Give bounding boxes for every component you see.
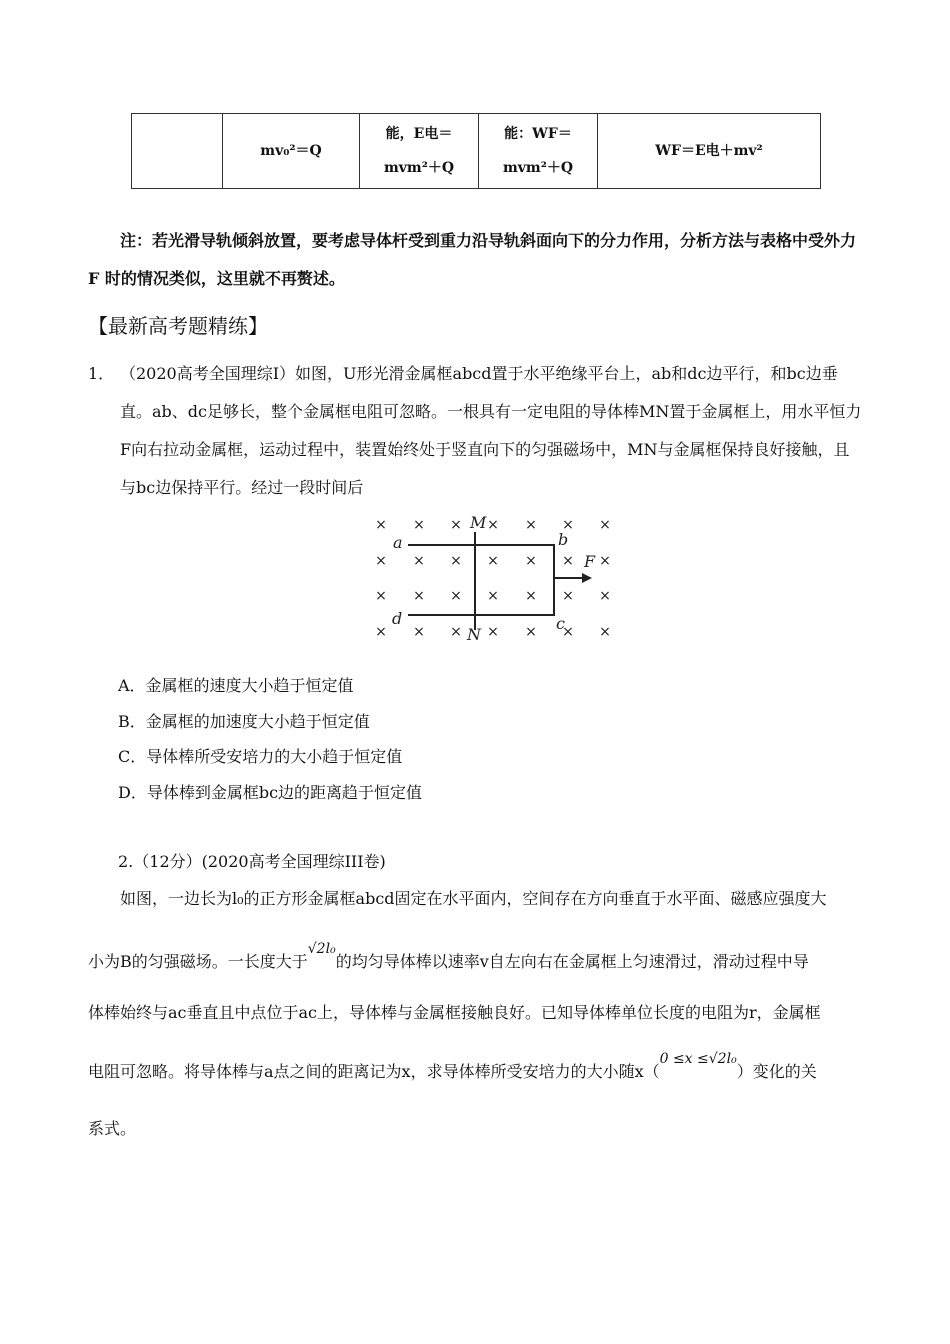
svg-text:×: × xyxy=(487,588,499,604)
svg-text:×: × xyxy=(450,517,462,533)
force-arrow-head xyxy=(582,573,592,583)
svg-text:×: × xyxy=(375,553,387,569)
note-text: 注：若光滑导轨倾斜放置，要考虑导体杆受到重力沿导轨斜面向下的分力作用，分析方法与表格中受外力 F 时的情况类似，这里就不再赘述。 xyxy=(88,231,857,288)
svg-text:×: × xyxy=(375,624,387,640)
svg-text:×: × xyxy=(487,517,499,533)
svg-text:×: × xyxy=(413,624,425,640)
table-cell-work xyxy=(479,114,598,189)
svg-text:×: × xyxy=(562,553,574,569)
answer-options xyxy=(118,668,422,810)
question-text: （2020高考全国理综Ⅰ）如图，U形光滑金属框abcd置于水平绝缘平台上，ab和dc边平行，和bc边垂直。ab、dc足够长，整个金属框电阻可忽略。一根具有一定电阻的导体棒MN置于金属框上，用水平恒力F向右拉动金属框，运动过程中，装置始终处于竖直向下的匀强磁场中，MN与金属框保持良好接触，且与bc边保持平行。经过一段时间后 xyxy=(120,364,862,497)
table-cell-electric-energy xyxy=(360,114,479,189)
q2-line-5: 系式。 xyxy=(88,1119,137,1138)
svg-text:×: × xyxy=(562,624,574,640)
table-cell-kinetic: mv₀²＝Q xyxy=(223,114,360,189)
q2-line-1: 如图，一边长为l₀的正方形金属框abcd固定在水平面内，空间存在方向垂直于水平面、磁感应强度大 xyxy=(120,889,827,908)
svg-text:×: × xyxy=(562,517,574,533)
svg-text:×: × xyxy=(562,588,574,604)
q2-line-3: 体棒始终与ac垂直且中点位于ac上，导体棒与金属框接触良好。已知导体棒单位长度的电阻为r，金属框 xyxy=(88,1003,821,1022)
energy-table xyxy=(131,113,821,189)
option-a[interactable]: A．金属框的速度大小趋于恒定值 xyxy=(118,676,354,695)
cell-line: 能：WF＝ xyxy=(504,126,572,142)
cell-line: mvm²＋Q xyxy=(383,160,455,176)
label-m: M xyxy=(470,513,487,532)
q2-line-4 xyxy=(88,1046,817,1099)
question-2-header: 2.（12分）(2020高考全国理综III卷) xyxy=(118,852,386,871)
svg-text:×: × xyxy=(413,517,425,533)
section-heading: 【最新高考题精练】 xyxy=(88,314,268,338)
cell-line: 能，E电＝ xyxy=(385,126,453,142)
label-a: a xyxy=(393,533,403,552)
svg-text:×: × xyxy=(599,553,611,569)
svg-text:×: × xyxy=(450,553,462,569)
q2-text: ）变化的关 xyxy=(736,1062,817,1081)
option-b[interactable]: B．金属框的加速度大小趋于恒定值 xyxy=(118,711,370,731)
svg-text:×: × xyxy=(599,588,611,604)
question-number: 1． xyxy=(88,364,115,383)
svg-text:×: × xyxy=(413,553,425,569)
label-n: N xyxy=(467,625,481,644)
svg-text:×: × xyxy=(487,624,499,640)
svg-text:×: × xyxy=(525,517,537,533)
svg-text:×: × xyxy=(599,624,611,640)
table-row xyxy=(132,114,821,189)
label-b: b xyxy=(558,530,569,549)
svg-text:×: × xyxy=(450,624,462,640)
svg-text:×: × xyxy=(525,624,537,640)
svg-text:×: × xyxy=(375,517,387,533)
math-sqrt2-l0: √2l₀ xyxy=(307,941,336,957)
svg-text:×: × xyxy=(413,588,425,604)
svg-text:×: × xyxy=(525,553,537,569)
note-paragraph xyxy=(88,222,863,298)
svg-text:×: × xyxy=(525,588,537,604)
table-cell-empty xyxy=(132,114,223,189)
magnetic-field-figure xyxy=(368,510,628,645)
svg-text:×: × xyxy=(599,517,611,533)
option-c[interactable]: C．导体棒所受安培力的大小趋于恒定值 xyxy=(118,747,403,766)
svg-text:×: × xyxy=(487,553,499,569)
svg-text:×: × xyxy=(450,588,462,604)
cell-line: mvm²＋Q xyxy=(502,160,574,176)
math-range: 0 ≤x ≤√2l₀ xyxy=(659,1051,737,1067)
label-c: c xyxy=(556,614,565,633)
table-cell-total: WF＝E电＋mv² xyxy=(598,114,821,189)
q2-text: 的均匀导体棒以速率v自左向右在金属框上匀速滑过，滑动过程中导 xyxy=(335,952,809,971)
option-d[interactable]: D．导体棒到金属框bc边的距离趋于恒定值 xyxy=(118,782,423,802)
q2-text: 小为B的匀强磁场。一长度大于 xyxy=(88,952,308,971)
q2-line-2 xyxy=(88,936,809,989)
svg-text:×: × xyxy=(375,588,387,604)
q2-text: 电阻可忽略。将导体棒与a点之间的距离记为x，求导体棒所受安培力的大小随x（ xyxy=(88,1062,660,1081)
label-f: F xyxy=(584,552,596,571)
label-d: d xyxy=(392,609,403,628)
